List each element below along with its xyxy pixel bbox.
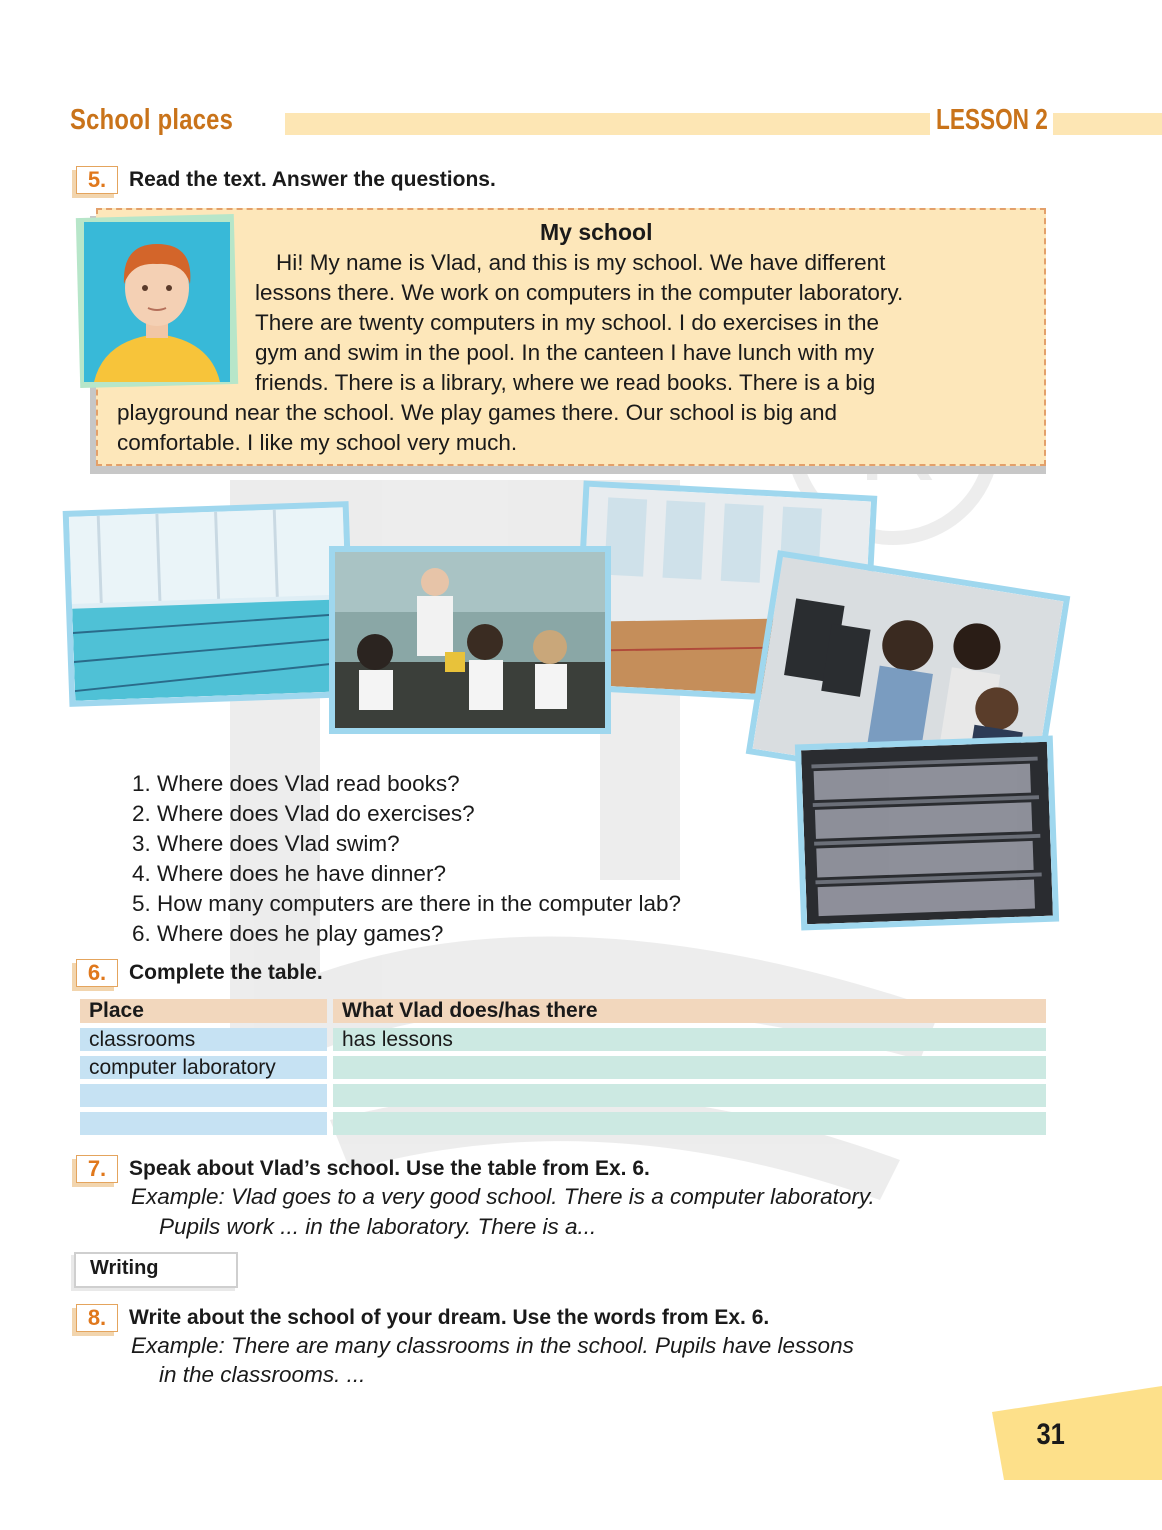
question-1: 1. Where does Vlad read books?: [132, 771, 460, 796]
text-line: comfortable. I like my school very much.: [117, 430, 518, 455]
exercise-number-6: 6.: [76, 959, 118, 987]
example-line: Example: There are many classrooms in the school. Pupils have lessons: [131, 1333, 854, 1358]
canteen-photo: [329, 546, 611, 734]
question-2: 2. Where does Vlad do exercises?: [132, 801, 475, 826]
reading-text-title: My school: [540, 219, 653, 245]
exercise-5-instruction: Read the text. Answer the questions.: [129, 168, 496, 191]
library-photo: [795, 736, 1059, 931]
text-line: lessons there. We work on computers in the computer laboratory.: [255, 280, 904, 305]
table-cell-activity: [333, 1084, 1046, 1107]
exercise-7-instruction: Speak about Vlad’s school. Use the table from Ex. 6.: [129, 1157, 650, 1180]
example-line: in the classrooms. ...: [159, 1362, 366, 1387]
lesson-label: LESSON 2: [936, 104, 1048, 136]
text-line: gym and swim in the pool. In the canteen I have lunch with my: [255, 340, 875, 365]
text-line: friends. There is a library, where we read books. There is a big: [255, 370, 876, 395]
question-5: 5. How many computers are there in the computer lab?: [132, 891, 682, 916]
text-line: playground near the school. We play games there. Our school is big and: [117, 400, 837, 425]
exercise-6-instruction: Complete the table.: [129, 961, 323, 984]
table-cell-place: [80, 1112, 327, 1135]
table-cell-activity: [333, 1056, 1046, 1079]
exercise-number-7: 7.: [76, 1155, 118, 1183]
exercise-8-instruction: Write about the school of your dream. Use the words from Ex. 6.: [129, 1306, 770, 1329]
table-cell-place: [80, 1084, 327, 1107]
table-header-activity: What Vlad does/has there: [333, 999, 1046, 1023]
header-bar-right: [1053, 113, 1162, 135]
writing-section-label: Writing: [90, 1257, 159, 1279]
table-header-place: Place: [80, 999, 327, 1023]
section-title: School places: [70, 104, 234, 136]
text-line: Hi! My name is Vlad, and this is my school. We have different: [276, 250, 886, 275]
boy-photo: [84, 222, 230, 382]
example-line: Pupils work ... in the laboratory. There is a...: [159, 1214, 597, 1239]
header-bar: [285, 113, 930, 135]
question-6: 6. Where does he play games?: [132, 921, 444, 946]
table-cell-place: computer laboratory: [80, 1056, 327, 1079]
exercise-number-8: 8.: [76, 1304, 118, 1332]
page-number: 31: [1036, 1418, 1065, 1451]
question-4: 4. Where does he have dinner?: [132, 861, 446, 886]
example-line: Example: Vlad goes to a very good school. There is a computer laboratory.: [131, 1184, 875, 1209]
text-line: There are twenty computers in my school. I do exercises in the: [255, 310, 880, 335]
question-3: 3. Where does Vlad swim?: [132, 831, 400, 856]
page-number-badge: [992, 1386, 1162, 1480]
table-cell-activity: [333, 1112, 1046, 1135]
table-cell-place: classrooms: [80, 1028, 327, 1051]
exercise-number-5: 5.: [76, 166, 118, 194]
pool-photo: [63, 501, 356, 707]
table-cell-activity: has lessons: [333, 1028, 1046, 1051]
